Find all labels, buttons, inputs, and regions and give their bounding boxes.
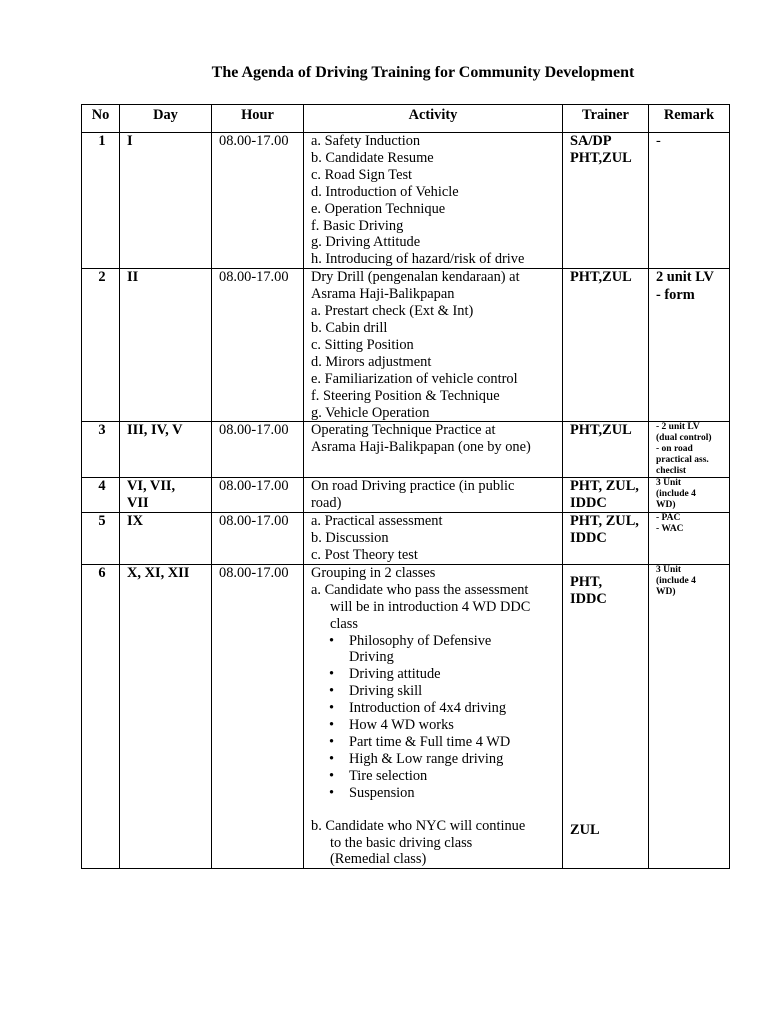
row-no: 1 (82, 133, 120, 269)
table-row (82, 269, 730, 422)
activity-line: road) (311, 495, 342, 512)
day-line: VII (127, 495, 149, 512)
activity-line: Asrama Haji-Balikpapan (one by one) (311, 439, 531, 456)
activity-line: will be in introduction 4 WD DDC (330, 598, 531, 615)
table-row (82, 478, 730, 513)
activity-line: d. Mirors adjustment (311, 353, 432, 370)
activity-line: c. Road Sign Test (311, 166, 413, 183)
row-activity (304, 422, 563, 478)
activity-line: a. Prestart check (Ext & Int) (311, 303, 474, 320)
header-day: Day (120, 105, 212, 133)
remark-line: WD) (656, 586, 676, 597)
activity-line: b. Discussion (311, 530, 389, 547)
list-item: • Tire selection (329, 768, 558, 785)
row-day: I (120, 133, 212, 269)
trainer-line: PHT, ZUL, (570, 478, 639, 495)
table-row (82, 564, 730, 868)
remark-line: - WAC (656, 524, 684, 535)
activity-line: d. Introduction of Vehicle (311, 183, 459, 200)
activity-line: g. Vehicle Operation (311, 404, 430, 421)
remark-line: - (656, 133, 661, 149)
trainer-line: IDDC (570, 590, 607, 607)
row-activity (304, 269, 563, 422)
document-title: The Agenda of Driving Training for Community Development (211, 64, 635, 81)
agenda-table (81, 104, 730, 869)
row-hour: 08.00-17.00 (212, 513, 304, 565)
activity-line: a. Safety Induction (311, 133, 421, 149)
remark-line: checlist (656, 466, 687, 477)
list-item: • Driving skill (329, 683, 558, 700)
row-day: IX (120, 513, 212, 565)
row-hour: 08.00-17.00 (212, 422, 304, 478)
row-hour: 08.00-17.00 (212, 133, 304, 269)
activity-line: f. Steering Position & Technique (311, 387, 500, 404)
trainer-line: IDDC (570, 495, 607, 512)
remark-line: - 2 unit LV (656, 422, 700, 433)
activity-line: a. Candidate who pass the assessment (311, 581, 529, 598)
activity-line: g. Driving Attitude (311, 234, 421, 251)
header-no: No (82, 105, 120, 133)
row-activity (304, 133, 563, 269)
header-remark: Remark (649, 105, 730, 133)
remark-line: - form (656, 286, 695, 303)
table-row (82, 422, 730, 478)
row-no: 4 (82, 478, 120, 513)
activity-line: On road Driving practice (in public (311, 478, 515, 495)
spacer (570, 565, 644, 574)
row-activity (304, 478, 563, 513)
activity-line: Operating Technique Practice at (311, 422, 496, 439)
trainer-line: PHT, (570, 573, 603, 590)
activity-line: c. Post Theory test (311, 547, 418, 564)
activity-line: Asrama Haji-Balikpapan (311, 286, 455, 303)
row-trainer (563, 133, 649, 269)
table-header-row (82, 105, 730, 133)
remark-line: (include 4 (656, 489, 696, 500)
row-no: 6 (82, 564, 120, 868)
row-day: II (120, 269, 212, 422)
activity-line: b. Candidate Resume (311, 149, 434, 166)
remark-line: 2 unit LV (656, 269, 714, 286)
trainer-line: SA/DP (570, 133, 612, 149)
row-remark (649, 513, 730, 565)
row-trainer (563, 564, 649, 868)
remark-line: (dual control) (656, 433, 712, 444)
list-item: • Introduction of 4x4 driving (329, 700, 558, 717)
activity-line: Grouping in 2 classes (311, 564, 436, 581)
activity-line: a. Practical assessment (311, 513, 443, 530)
header-activity: Activity (304, 105, 563, 133)
remark-line: - PAC (656, 513, 681, 524)
activity-line: f. Basic Driving (311, 217, 404, 234)
row-hour: 08.00-17.00 (212, 564, 304, 868)
header-hour: Hour (212, 105, 304, 133)
activity-line: Dry Drill (pengenalan kendaraan) at (311, 269, 520, 286)
activity-line: e. Familiarization of vehicle control (311, 370, 518, 387)
trainer-line: PHT,ZUL (570, 422, 632, 439)
row-no: 5 (82, 513, 120, 565)
trainer-line: IDDC (570, 530, 607, 547)
trainer-line: PHT,ZUL (570, 269, 632, 286)
remark-line: WD) (656, 500, 676, 511)
activity-line: class (330, 615, 358, 632)
spacer (311, 802, 558, 818)
remark-line: (include 4 (656, 575, 696, 586)
activity-line: (Remedial class) (330, 851, 427, 868)
activity-line: c. Sitting Position (311, 336, 414, 353)
topic-list (311, 633, 558, 802)
activity-line: e. Operation Technique (311, 200, 446, 217)
trainer-line: ZUL (570, 821, 600, 838)
trainer-line: PHT,ZUL (570, 149, 632, 166)
activity-line: h. Introducing of hazard/risk of drive (311, 251, 525, 268)
row-remark (649, 133, 730, 269)
list-item: • High & Low range driving (329, 751, 558, 768)
remark-line: - on road (656, 444, 693, 455)
trainer-line: PHT, ZUL, (570, 513, 639, 530)
list-item: • Suspension (329, 785, 558, 802)
row-no: 3 (82, 422, 120, 478)
row-hour: 08.00-17.00 (212, 478, 304, 513)
remark-line: 3 Unit (656, 564, 682, 575)
activity-line: b. Cabin drill (311, 319, 388, 336)
remark-line: practical ass. (656, 455, 709, 466)
header-trainer: Trainer (563, 105, 649, 133)
row-trainer (563, 478, 649, 513)
row-day: X, XI, XII (120, 564, 212, 868)
row-remark (649, 269, 730, 422)
row-trainer (563, 513, 649, 565)
list-item: • Philosophy of Defensive Driving (329, 633, 558, 667)
row-hour: 08.00-17.00 (212, 269, 304, 422)
table-row (82, 513, 730, 565)
row-day: III, IV, V (120, 422, 212, 478)
list-item: • Part time & Full time 4 WD (329, 734, 558, 751)
row-activity (304, 564, 563, 868)
row-activity (304, 513, 563, 565)
row-trainer (563, 269, 649, 422)
table-row (82, 133, 730, 269)
list-item: • How 4 WD works (329, 717, 558, 734)
activity-line: b. Candidate who NYC will continue (311, 817, 526, 834)
row-remark (649, 478, 730, 513)
spacer (570, 608, 644, 822)
row-trainer (563, 422, 649, 478)
activity-line: to the basic driving class (330, 834, 473, 851)
remark-line: 3 Unit (656, 478, 682, 489)
row-remark (649, 422, 730, 478)
row-day (120, 478, 212, 513)
row-no: 2 (82, 269, 120, 422)
row-remark (649, 564, 730, 868)
day-line: VI, VII, (127, 478, 176, 495)
list-item: • Driving attitude (329, 666, 558, 683)
